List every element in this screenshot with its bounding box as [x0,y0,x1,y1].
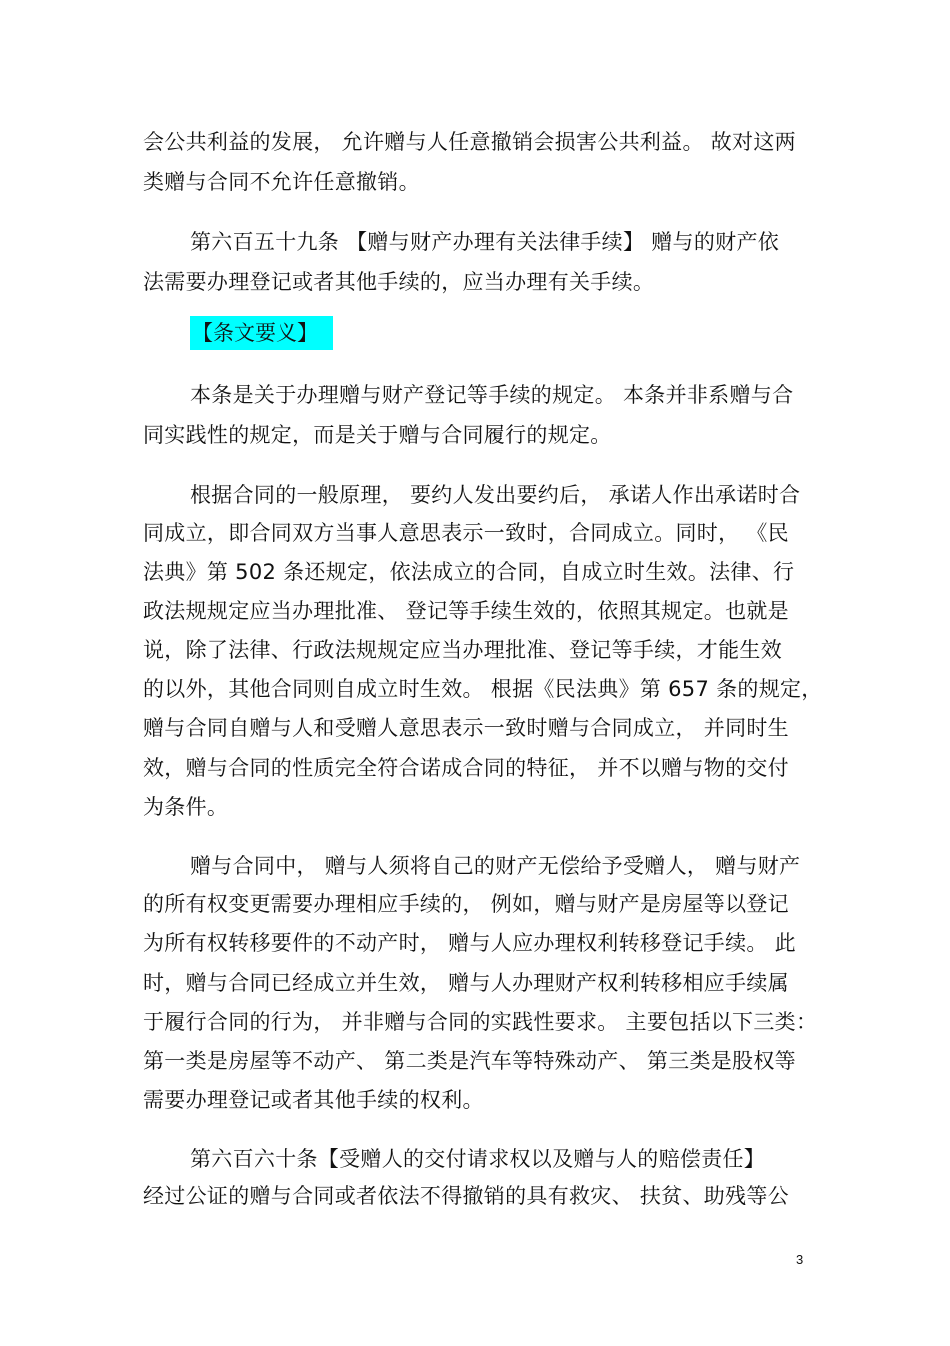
text-line: 需要办理登记或者其他手续的权利。 [143,1088,484,1112]
text-line: 第六百五十九条 【赠与财产办理有关法律手续】 赠与的财产依 [190,230,780,254]
text-line: 同实践性的规定，而是关于赠与合同履行的规定。 [143,423,612,447]
text-line: 为所有权转移要件的不动产时， 赠与人应办理权利转移登记手续。 此 [143,931,796,955]
text-line: 同成立，即合同双方当事人意思表示一致时，合同成立。同时， 《民 [143,521,789,545]
text-line: 第六百六十条【受赠人的交付请求权以及赠与人的赔偿责任】 [190,1147,766,1171]
text-line: 经过公证的赠与合同或者依法不得撤销的具有救灾、 扶贫、助残等公 [143,1184,789,1208]
text-line: 为条件。 [143,795,229,819]
text-line: 于履行合同的行为， 并非赠与合同的实践性要求。 主要包括以下三类： [143,1010,818,1034]
text-line: 效，赠与合同的性质完全符合诺成合同的特征， 并不以赠与物的交付 [143,756,789,780]
text-line: 赠与合同自赠与人和受赠人意思表示一致时赠与合同成立， 并同时生 [143,716,789,740]
text-line: 时，赠与合同已经成立并生效， 赠与人办理财产权利转移相应手续属 [143,971,789,995]
text-line: 第一类是房屋等不动产、 第二类是汽车等特殊动产、 第三类是股权等 [143,1049,796,1073]
text-line: 说，除了法律、行政法规规定应当办理批准、登记等手续，才能生效 [143,638,782,662]
text-line: 会公共利益的发展， 允许赠与人任意撤销会损害公共利益。 故对这两 [143,130,796,154]
text-line: 根据合同的一般原理， 要约人发出要约后， 承诺人作出承诺时合 [190,483,801,507]
text-line: 本条是关于办理赠与财产登记等手续的规定。 本条并非系赠与合 [190,383,794,407]
section-heading: 【条文要义】 [192,321,318,345]
text-line: 政法规规定应当办理批准、 登记等手续生效的，依照其规定。也就是 [143,599,789,623]
text-line: 赠与合同中， 赠与人须将自己的财产无偿给予受赠人， 赠与财产 [190,854,801,878]
page-number: 3 [796,1252,804,1267]
text-line: 法需要办理登记或者其他手续的，应当办理有关手续。 [143,270,655,294]
text-line: 类赠与合同不允许任意撤销。 [143,170,420,194]
text-line: 的所有权变更需要办理相应手续的， 例如，赠与财产是房屋等以登记 [143,892,789,916]
text-line: 法典》第 502 条还规定，依法成立的合同，自成立时生效。法律、行 [143,560,795,584]
text-line: 的以外，其他合同则自成立时生效。 根据《民法典》第 657 条的规定， [143,677,823,701]
